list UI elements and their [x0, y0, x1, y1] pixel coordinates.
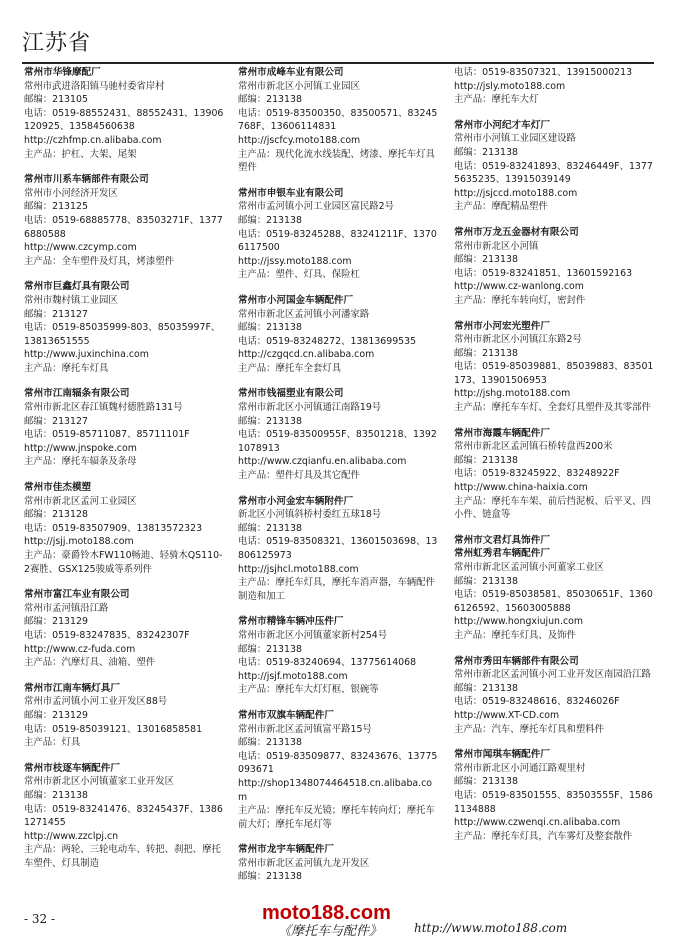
company-detail-line: 电话：0519-85035999-803、85035997F、13813651555	[24, 322, 221, 347]
company-detail-line: 邮编：213129	[24, 616, 88, 628]
company-detail-line: 邮编：213138	[238, 415, 302, 427]
company-detail-line: 电话：0519-83247835、83242307F	[24, 629, 190, 641]
company-name: 常州市万龙五金器材有限公司	[454, 226, 579, 238]
company-detail-line: 常州市武进洛阳镇马驰村委省岸村	[24, 80, 165, 92]
company-detail-line: 常州市新北区孟河镇小河潘家路	[238, 308, 370, 320]
company-detail-line: 邮编：213138	[238, 214, 302, 226]
company-name: 常州市钱福塑业有限公司	[238, 388, 344, 400]
company-name: 常州市小河国金车辆配件厂	[238, 294, 354, 306]
company-detail-line: 电话：0519-83507321、13915000213	[454, 67, 633, 78]
company-entry	[454, 66, 656, 107]
company-entry	[238, 495, 438, 604]
company-detail-line: 主产品：摩托车全套灯具	[238, 362, 342, 374]
company-detail-line: 电话：0519-83241476、83245437F、13861271455	[24, 803, 223, 829]
company-detail-line: 主产品：汽摩灯具、油箱、塑件	[24, 657, 156, 669]
company-detail-line: 常州市新北区小河镇江东路2号	[454, 334, 582, 346]
company-url[interactable]: http://jshg.moto188.com	[454, 388, 571, 400]
company-detail-line: 邮编：213138	[454, 254, 518, 266]
company-detail-line: 电话：0519-83509877、83243676、13775093671	[238, 750, 438, 776]
company-detail-line: 常州市新北区孟河工业园区	[24, 495, 137, 507]
company-entry	[24, 280, 224, 375]
company-entry	[454, 119, 656, 214]
company-detail-line: 邮编：213138	[238, 737, 302, 749]
company-name: 常州市秀田车辆部件有限公司	[454, 655, 579, 667]
company-detail-line: 电话：0519-83507909、13813572323	[24, 522, 203, 534]
company-url[interactable]: http://jsjhcl.moto188.com	[238, 563, 359, 575]
company-detail-line: 主产品：摩托车大灯	[454, 94, 539, 106]
company-name: 常州市小河宏光塑件厂	[454, 320, 550, 332]
company-detail-line: 主产品：汽车、摩托车灯具和塑料件	[454, 723, 605, 735]
company-detail-line: 电话：0519-85039881、85039883、83501173、13901506953	[454, 361, 654, 386]
company-entry	[238, 187, 438, 282]
company-url[interactable]: http://czhfmp.cn.alibaba.com	[24, 134, 162, 146]
company-detail-line: 邮编：213138	[454, 347, 518, 359]
company-detail-line: 邮编：213138	[454, 146, 518, 158]
company-detail-line: 主产品：塑件灯具及其它配件	[238, 470, 360, 482]
company-entry	[454, 320, 656, 415]
company-detail-line: 主产品：摩托车灯具，摩托车消声器，车辆配件制造和加工	[238, 577, 435, 602]
company-name: 常州市闻琪车辆配件厂	[454, 749, 550, 761]
company-entry	[454, 427, 656, 522]
company-entry	[24, 762, 224, 871]
company-detail-line: 邮编：213125	[24, 201, 88, 213]
company-name: 常州市小河纪才车灯厂	[454, 119, 550, 131]
company-url[interactable]: http://www.czcymp.com	[24, 242, 137, 254]
company-detail-line: 常州市新北区孟河镇石桥转盘西200米	[454, 441, 613, 453]
company-detail-line: 常州市新北区小河镇	[454, 240, 539, 252]
company-name: 常州市富江车业有限公司	[24, 589, 130, 601]
company-detail-line: 主产品：摩托车灯具、及饰件	[454, 629, 576, 641]
company-url[interactable]: http://jsjj.moto188.com	[24, 536, 134, 548]
company-entry	[454, 748, 656, 843]
company-url[interactable]: http://www.jnspoke.com	[24, 442, 137, 454]
company-detail-line: 主产品：摩配精品塑件	[454, 201, 548, 213]
company-detail-line: 邮编：213127	[24, 415, 88, 427]
company-detail-line: 主产品：摩托车灯具	[24, 362, 109, 374]
company-detail-line: 主产品：现代化流水线装配、烤漆、摩托车灯具塑件	[238, 148, 435, 174]
company-detail-line: 常州市新北区小河镇董家工业开发区	[24, 776, 175, 788]
page-header	[22, 30, 654, 64]
company-detail-line: 常州市孟河镇沿江路	[24, 602, 109, 614]
company-entry	[24, 66, 224, 161]
company-entry	[454, 226, 656, 308]
company-url[interactable]: http://jsjccd.moto188.com	[454, 187, 578, 199]
company-detail-line: 常州市小河镇工业园区建设路	[454, 133, 576, 145]
company-url[interactable]: http://www.juxinchina.com	[24, 349, 149, 361]
company-detail-line: 常州市孟河镇小河工业园区富民路2号	[238, 201, 394, 213]
company-name: 常州市川系车辆部件有限公司	[24, 174, 149, 186]
company-url[interactable]: http://www.zzclpj.cn	[24, 830, 119, 842]
company-detail-line: 常州市新北区小河镇通江南路19号	[238, 402, 382, 414]
company-entry	[24, 173, 224, 268]
company-entry	[238, 709, 438, 831]
company-detail-line: 常州市新北区春江镇魏村德胜路131号	[24, 402, 183, 414]
company-url[interactable]: http://jssy.moto188.com	[238, 255, 352, 267]
company-name: 常州市佳杰模塑	[24, 482, 92, 494]
company-detail-line: 主产品：摩托车灯具，汽车雾灯及整套散件	[454, 830, 633, 842]
company-name: 常州市龙宇车辆配件厂	[238, 844, 334, 856]
company-detail-line: 常州市新北区小河镇董家新村254号	[238, 629, 388, 641]
company-detail-line: 电话：0519-83501555、83503555F、15861134888	[454, 789, 653, 815]
company-detail-line: 电话：0519-85038581、85030651F、13606126592、15603005888	[454, 589, 653, 614]
company-detail-line: 电话：0519-88552431、88552431、13906120925、13584560638	[24, 107, 224, 133]
company-detail-line: 邮编：213138	[238, 871, 302, 883]
company-detail-line: 主产品：豪爵铃木FW110畅迪、轻骑木QS110-2赛胜、GSX125骏威等系列件	[24, 550, 223, 575]
company-detail-line: 常州市新北区小河镇工业园区	[238, 80, 360, 92]
company-url[interactable]: http://czgqcd.cn.alibaba.com	[238, 349, 375, 361]
company-detail-line: 邮编：213128	[24, 509, 88, 521]
company-name: 常州市申银车业有限公司	[238, 187, 344, 199]
company-entry	[238, 66, 438, 175]
company-entry	[454, 534, 656, 643]
company-entry	[24, 588, 224, 670]
company-detail-line: 常州市魏村镇工业园区	[24, 294, 118, 306]
company-url[interactable]: http://www.czqianfu.en.alibaba.com	[238, 456, 407, 468]
company-name: 常州市海霞车辆配件厂	[454, 427, 550, 439]
company-detail-line: 电话：0519-83500955F、83501218、13921078913	[238, 429, 437, 454]
company-detail-line: 电话：0519-83248616、83246026F	[454, 696, 620, 708]
company-url[interactable]: http://jscfcy.moto188.com	[238, 134, 361, 146]
company-entry	[24, 387, 224, 469]
company-url[interactable]: http://www.hongxiujun.com	[454, 616, 583, 628]
company-detail-line: 邮编：213138	[454, 682, 518, 694]
company-detail-line: 邮编：213138	[238, 522, 302, 534]
company-detail-line: 常州市新北区孟河镇小河董家工业区	[454, 562, 605, 573]
company-detail-line: 邮编：213138	[238, 643, 302, 655]
company-detail-line: 常州市新北区孟河镇富平路15号	[238, 723, 372, 735]
company-detail-line: 主产品：摩托车转向灯，密封件	[454, 294, 586, 306]
company-name: 常州市枝逐车辆配件厂	[24, 762, 120, 774]
company-detail-line: 主产品：护杠、大架、尾架	[24, 148, 137, 160]
company-detail-line: 主产品：摩托车车灯、全套灯具塑件及其零部件	[454, 402, 651, 414]
company-url[interactable]: http://shop1348074464518.cn.alibaba.com	[238, 777, 433, 803]
company-entry	[24, 682, 224, 750]
company-detail-line: 新北区小河镇斜桥村委红五球18号	[238, 509, 382, 521]
company-url[interactable]: http://jsly.moto188.com	[454, 80, 566, 92]
company-detail-line: 邮编：213138	[454, 454, 518, 466]
company-url[interactable]: http://www.XT-CD.com	[454, 709, 560, 721]
company-detail-line: 主产品：摩托车辐条及条母	[24, 456, 137, 468]
company-detail-line: 邮编：213138	[238, 322, 302, 334]
company-detail-line: 电话：0519-83245288、83241211F、13706117500	[238, 228, 437, 254]
company-url[interactable]: http://www.czwenqi.cn.alibaba.com	[454, 817, 621, 829]
footer-site-logo[interactable]: moto188.com	[262, 902, 391, 924]
company-entry	[24, 481, 224, 576]
company-name: 常州市江南车辆灯具厂	[24, 682, 120, 694]
company-detail-line: 电话：0519-83500350、83500571、83245768F、13606114831	[238, 107, 438, 133]
company-name: 常州市华锋摩配厂	[24, 67, 101, 78]
column-1	[24, 66, 224, 882]
company-detail-line: 常州市孟河镇小河工业开发区88号	[24, 696, 168, 708]
company-name: 常州市文君灯具饰件厂 常州虹秀君车辆配件厂	[454, 534, 550, 560]
company-detail-line: 常州市小河经济开发区	[24, 187, 118, 199]
company-detail-line: 邮编：213138	[238, 94, 302, 106]
column-2	[238, 66, 438, 896]
company-entry	[238, 843, 438, 884]
company-entry	[454, 655, 656, 737]
company-url[interactable]: http://www.china-haixia.com	[454, 482, 588, 494]
footer-url[interactable]: http://www.moto188.com	[414, 921, 568, 935]
company-entry	[238, 615, 438, 697]
company-name: 常州市双旗车辆配件厂	[238, 709, 334, 721]
company-name: 常州市精锋车辆冲压件厂	[238, 616, 344, 628]
company-detail-line: 电话：0519-83241893、83246449F、13775635235、13915039149	[454, 160, 653, 186]
company-detail-line: 主产品：两轮、三轮电动车、转把、刹把、摩托车塑件、灯具制造	[24, 844, 221, 869]
company-detail-line: 常州市新北区孟河镇九龙开发区	[238, 857, 370, 869]
company-name: 常州市成峰车业有限公司	[238, 67, 344, 78]
company-url[interactable]: http://www.cz-wanlong.com	[454, 281, 584, 293]
company-detail-line: 常州市新北区小河通江路观里村	[454, 762, 586, 774]
company-detail-line: 电话：0519-83241851、13601592163	[454, 267, 633, 279]
company-detail-line: 电话：0519-85039121、13016858581	[24, 723, 203, 735]
company-entry	[238, 294, 438, 376]
company-name: 常州市巨鑫灯具有限公司	[24, 281, 130, 293]
company-detail-line: 邮编：213129	[24, 709, 88, 721]
company-name: 常州市小河金宏车辆附件厂	[238, 495, 354, 507]
company-detail-line: 电话：0519-68885778、83503271F、13776880588	[24, 214, 223, 240]
company-detail-line: 电话：0519-83508321、13601503698、13806125973	[238, 536, 438, 561]
company-detail-line: 邮编：213127	[24, 308, 88, 320]
company-detail-line: 主产品：摩托车车架、前后挡泥板、后平叉、四小件、链盒等	[454, 495, 651, 521]
page-footer	[0, 900, 674, 939]
company-detail-line: 电话：0519-83245922、83248922F	[454, 468, 620, 480]
company-url[interactable]: http://jsjf.moto188.com	[238, 670, 348, 682]
company-detail-line: 主产品：摩托车反光镜；摩托车转向灯；摩托车前大灯；摩托车尾灯等	[238, 805, 435, 830]
company-entry	[238, 387, 438, 482]
company-detail-line: 电话：0519-83240694、13775614068	[238, 657, 417, 669]
company-detail-line: 常州市新北区孟河镇小河工业开发区南园沿江路	[454, 669, 651, 681]
company-detail-line: 主产品：灯具	[24, 737, 81, 749]
column-3	[454, 66, 656, 855]
company-detail-line: 邮编：213105	[24, 94, 88, 106]
page-number: - 32 -	[24, 912, 56, 926]
company-detail-line: 电话：0519-85711087、85711101F	[24, 429, 190, 441]
page-title: 江苏省	[22, 31, 92, 56]
company-detail-line: 主产品：塑件、灯具、保险杠	[238, 269, 360, 281]
company-detail-line: 邮编：213138	[454, 776, 518, 788]
company-detail-line: 邮编：213138	[454, 575, 518, 587]
company-name: 常州市江南辐条有限公司	[24, 388, 130, 400]
company-detail-line: 电话：0519-83248272、13813699535	[238, 335, 417, 347]
company-detail-line: 邮编：213138	[24, 789, 88, 801]
company-detail-line: 主产品：摩托车大灯灯框、银碗等	[238, 684, 379, 696]
company-url[interactable]: http://www.cz-fuda.com	[24, 643, 136, 655]
magazine-title: 《摩托车与配件》	[278, 924, 383, 939]
company-detail-line: 主产品：全车塑件及灯具，烤漆塑件	[24, 255, 175, 267]
